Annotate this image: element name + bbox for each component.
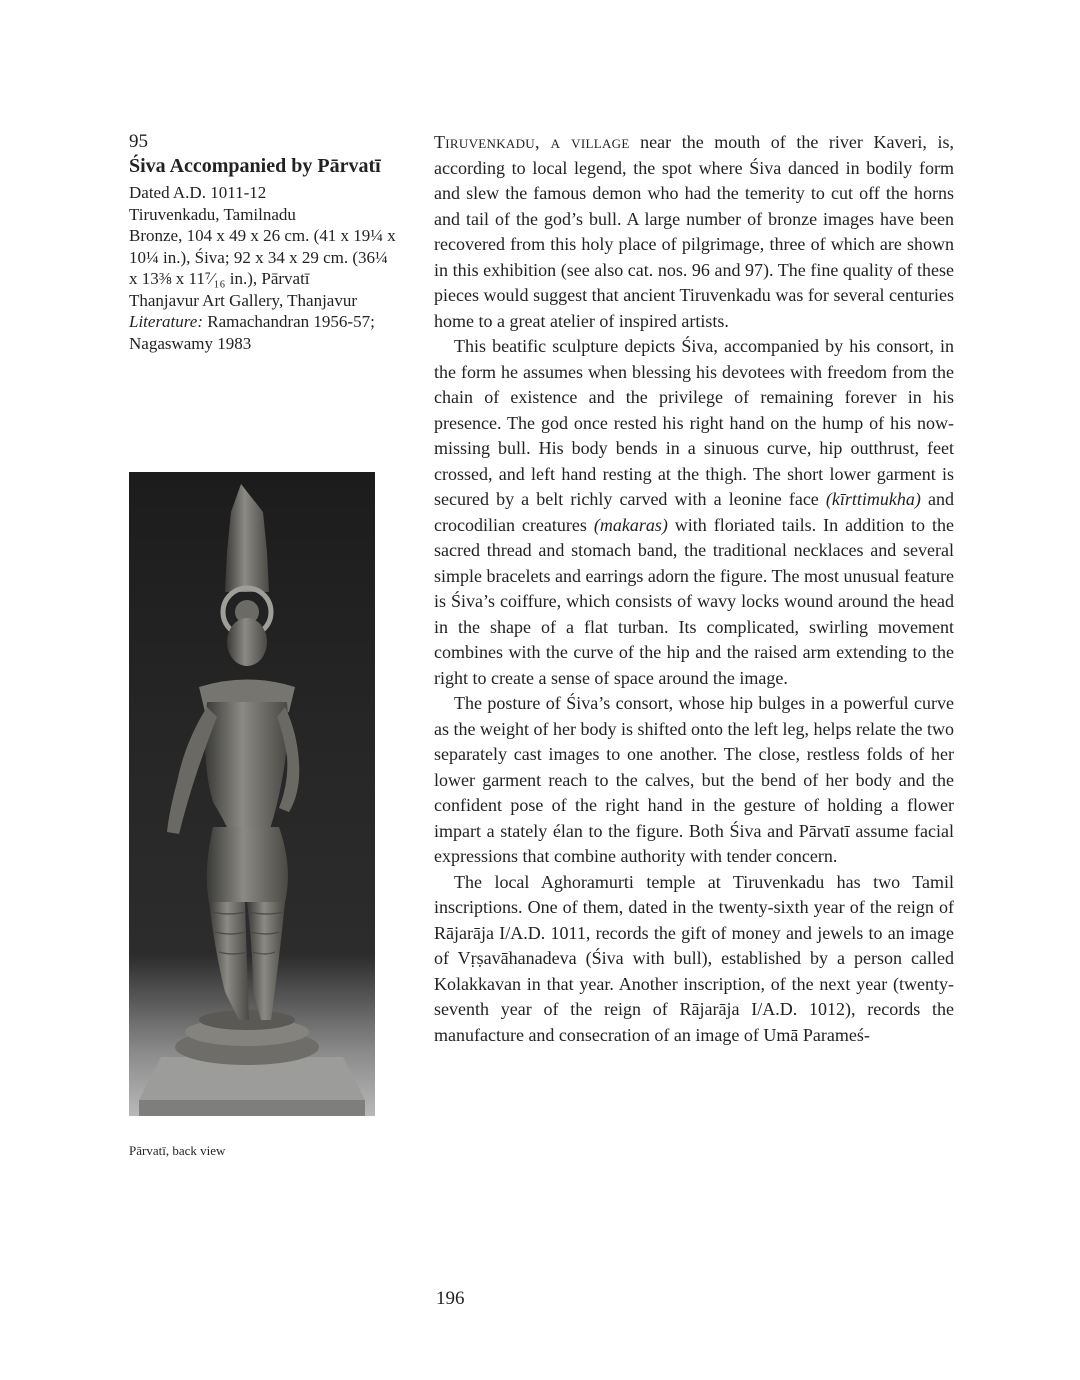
literature-text: Ramachandran 1956-57; Nagaswamy 1983 [129,312,375,353]
paragraph-2-text-b: and crocodilian creatures [434,489,955,535]
entry-date: Dated A.D. 1011-12 [129,183,267,202]
paragraph-lead-in: Tiruvenkadu, a village [434,132,630,152]
body-paragraph-3: The posture of Śiva’s consort, whose hip bulges in a powerful curve as the weight of her body is shifted onto the left leg, helps relate the two separately cast images to one another. The close, restless folds of her lower garment reach to the calves, but the bend of her body and the confident pose of the right hand in the gesture of holding a flower impart a stately élan to the figure. Both Śiva and Pārvatī assume facial expressions that combine authority with tender concern. [434,693,954,866]
sculpture-photograph [129,472,375,1116]
page-number: 196 [436,1288,465,1309]
catalogue-entry-header [129,130,399,354]
entry-medium-dimensions: Bronze, 104 x 49 x 26 cm. (41 x 19¼ x 10¼ in.), Śiva; 92 x 34 x 29 cm. (36¼ x 13⅜ x 11⁷⁄₁₆ in.), Pārvatī [129,226,396,288]
body-paragraph-4: The local Aghoramurti temple at Tiruvenkadu has two Tamil inscriptions. One of them, dated in the twenty-sixth year of the reign of Rājarāja I/A.D. 1011, records the gift of money and jewels to an image of Vṛṣavāhanadeva (Śiva with bull), established by a person called Kolakkavan in that year. Another inscription, of the next year (twenty-seventh year of the reign of Rājarāja I/A.D. 1012), records the manufacture and consecration of an image of Umā Parameś- [434,871,954,1045]
body-text [434,130,954,1048]
catalogue-number: 95 [129,131,148,152]
photo-caption: Pārvatī, back view [129,1143,226,1158]
paragraph-1-text: near the mouth of the river Kaveri, is, according to local legend, the spot where Śiva danced in bodily form and slew the famous demon who had the temerity to cut off the horns and tail of the god’s bull. A large number of bronze images have been recovered from this holy place of pilgrimage, three of which are shown in this exhibition (see also cat. nos. 96 and 97). The fine quality of these pieces would suggest that ancient Tiruvenkadu was for several centuries home to a great atelier of inspired artists. [434,132,954,331]
entry-title: Śiva Accompanied by Pārvatī [129,155,381,177]
paragraph-2-text-a: This beatific sculpture depicts Śiva, accompanied by his consort, in the form he assumes when blessing his devotees with freedom from the chain of existence and the privilege of remaining forever in his presence. The god once rested his right hand on the hump of his now-missing bull. His body bends in a sinuous curve, hip outthrust, feet crossed, and left hand resting at the thigh. The short lower garment is secured by a belt richly carved with a leonine face [434,336,954,509]
parvati-bronze-figure [129,472,375,1116]
literature-label: Literature: [129,312,203,331]
entry-literature [129,311,399,354]
paragraph-2-text-c: with floriated tails. In addition to the sacred thread and stomach band, the traditional necklaces and several simple bracelets and earrings adorn the figure. The most unusual feature is Śiva’s coiffure, which consists of wavy locks wound around the head in the shape of a flat turban. Its complicated, swirling movement combines with the curve of the hip and the raised arm extending to the right to create a sense of space around the image. [434,514,954,688]
entry-provenance: Tiruvenkadu, Tamilnadu [129,204,296,224]
entry-collection: Thanjavur Art Gallery, Thanjavur [129,290,358,310]
term-kirttimukha: (kīrttimukha) [825,489,921,509]
body-paragraph-2 [434,334,954,691]
term-makaras: (makaras) [593,514,668,535]
body-paragraph-1 [434,130,954,334]
